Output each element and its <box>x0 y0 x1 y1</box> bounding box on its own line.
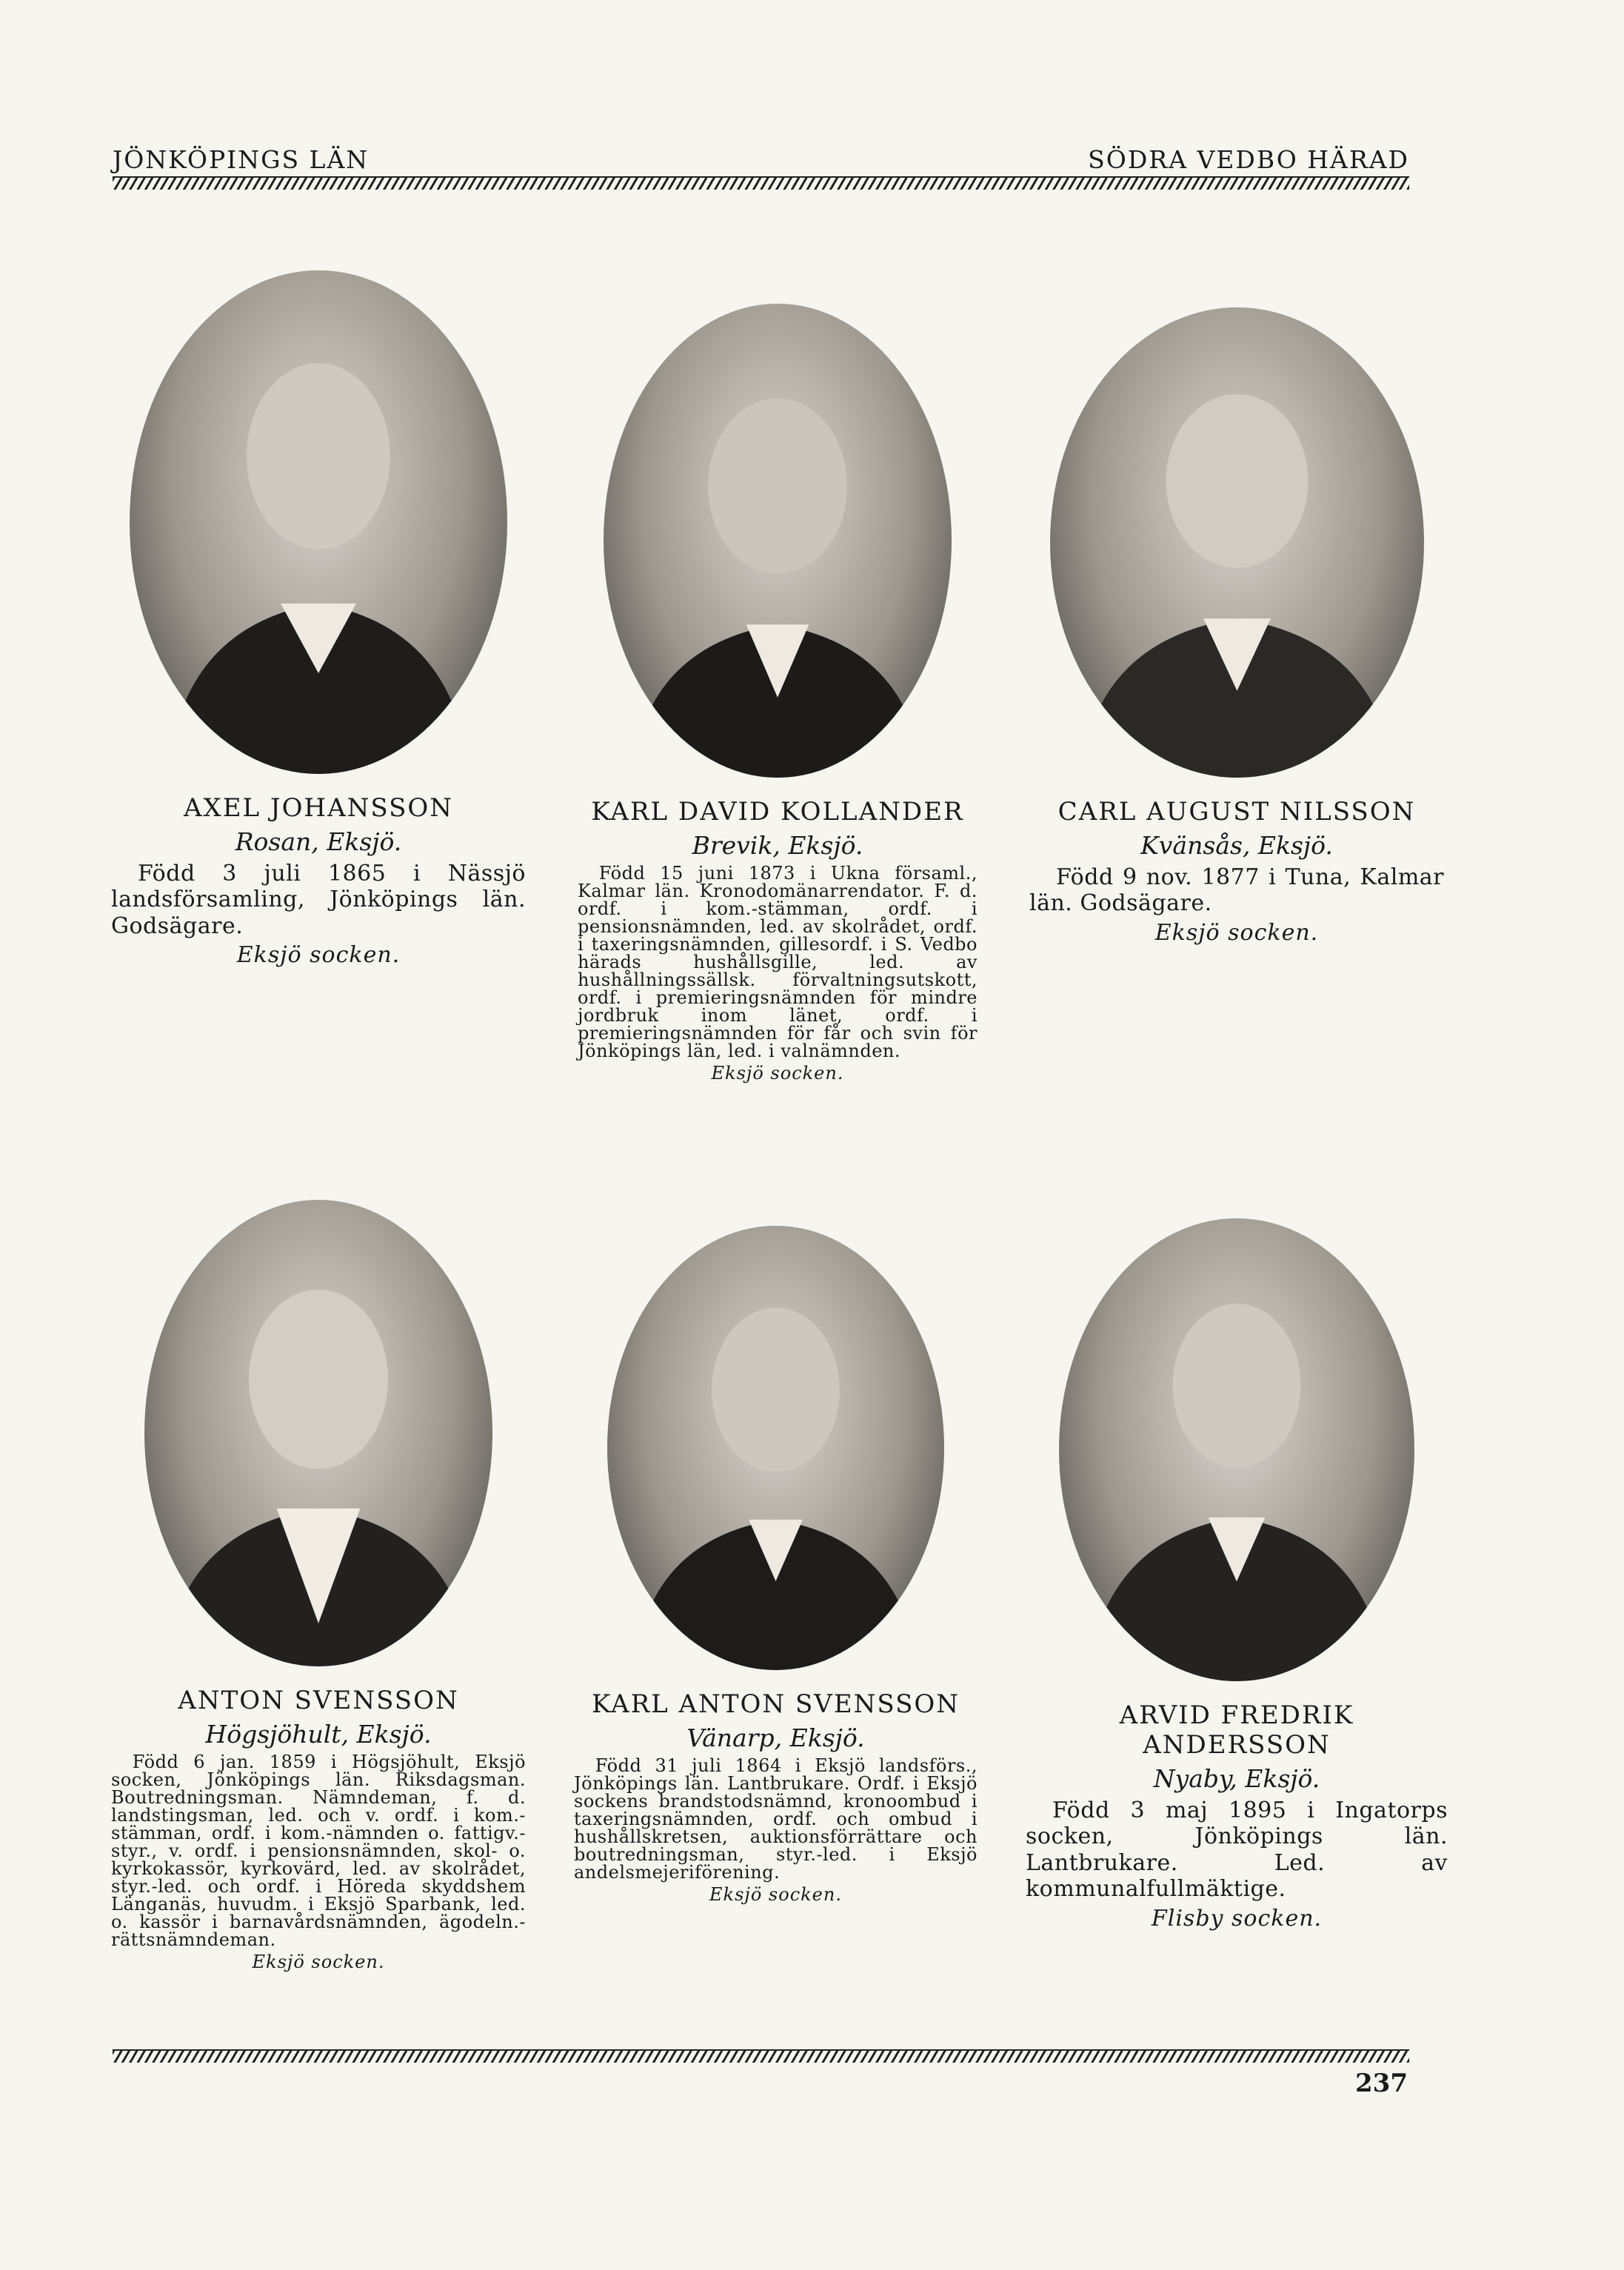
entry-arvid-fredrik-andersson <box>1026 1218 1448 1932</box>
portrait-photo <box>604 304 952 778</box>
portrait-photo <box>607 1226 944 1670</box>
person-bio: Född 31 juli 1864 i Eksjö landsförs., Jönköpings län. Lantbrukare. Ordf. i Eksjö sockens brandstodsnämnd, kronoombud i taxeringsnämnden, ordf. och ombud i hushållskretsen, auktionsförrättare och boutredningsman, styr.-led. i Eksjö andelsmejeriförening. <box>574 1755 978 1883</box>
portrait-silhouette-icon <box>130 270 507 774</box>
person-parish: Eksjö socken. <box>252 1952 385 1972</box>
header-right: SÖDRA VEDBO HÄRAD <box>1088 145 1409 174</box>
portrait-photo <box>1059 1218 1414 1681</box>
person-parish: Eksjö socken. <box>236 942 401 969</box>
portrait-photo <box>130 270 507 774</box>
person-parish: Flisby socken. <box>1151 1905 1323 1932</box>
person-parish: Eksjö socken. <box>709 1884 842 1905</box>
entry-axel-johansson <box>111 270 526 968</box>
top-ornamental-rule <box>113 176 1409 190</box>
portrait-silhouette-icon <box>144 1200 492 1666</box>
person-place: Rosan, Eksjö. <box>235 827 402 856</box>
person-parish: Eksjö socken. <box>711 1063 844 1084</box>
entry-karl-david-kollander <box>578 304 978 1084</box>
person-place: Vänarp, Eksjö. <box>686 1723 865 1752</box>
person-name: ARVID FREDRIK ANDERSSON <box>1119 1700 1354 1760</box>
header-left: JÖNKÖPINGS LÄN <box>113 145 370 174</box>
running-header <box>113 145 1409 174</box>
person-name: KARL DAVID KOLLANDER <box>591 797 964 827</box>
portrait-photo <box>144 1200 492 1666</box>
page-number: 237 <box>1355 2069 1408 2098</box>
person-bio: Född 15 juni 1873 i Ukna församl., Kalmar län. Kronodomänarrendator. F. d. ordf. i kom.-stämman, ordf. i pensionsnämnden, led. av skolrådet, ordf. i taxeringsnämnden, gillesordf. i S. Vedbo härads hushållsgille, led. av hushållningssällsk. förvaltningsutskott, ordf. i premieringsnämnden för mindre jordbruk inom länet, ordf. i premieringsnämnden för får och svin för Jönköpings län, led. i valnämnden. <box>578 863 978 1061</box>
person-bio: Född 3 maj 1895 i Ingatorps socken, Jönköpings län. Lantbrukare. Led. av kommunalfullmäktige. <box>1026 1797 1448 1903</box>
portrait-silhouette-icon <box>1050 307 1424 778</box>
person-bio: Född 9 nov. 1877 i Tuna, Kalmar län. Godsägare. <box>1029 864 1444 917</box>
portrait-silhouette-icon <box>1059 1218 1414 1681</box>
portrait-silhouette-icon <box>607 1226 944 1670</box>
person-parish: Eksjö socken. <box>1154 919 1319 946</box>
person-name: KARL ANTON SVENSSON <box>592 1689 960 1719</box>
person-name: AXEL JOHANSSON <box>183 793 454 823</box>
person-place: Brevik, Eksjö. <box>692 831 863 860</box>
portrait-silhouette-icon <box>604 304 952 778</box>
person-place: Högsjöhult, Eksjö. <box>205 1720 432 1749</box>
entry-karl-anton-svensson <box>574 1226 978 1905</box>
person-bio: Född 6 jan. 1859 i Högsjöhult, Eksjö socken, Jönköpings län. Riksdagsman. Boutredningsman. Nämndeman, f. d. landstingsman, led. och v. ordf. i kom.-stämman, ordf. i kom.-nämnden o. fattigv.-styr., v. ordf. i pensionsnämnden, skol- o. kyrkokassör, kyrkovärd, led. av skolrådet, styr.-led. och ordf. i Höreda skyddshem Länganäs, huvudm. i Eksjö Sparbank, led. o. kassör i barnavårdsnämnden, ägodeln.-rättsnämndeman. <box>111 1752 526 1950</box>
person-place: Nyaby, Eksjö. <box>1153 1764 1320 1793</box>
person-bio: Född 3 juli 1865 i Nässjö landsförsamling, Jönköpings län. Godsägare. <box>111 861 526 939</box>
entry-anton-svensson <box>111 1200 526 1972</box>
person-place: Kvänsås, Eksjö. <box>1140 831 1333 860</box>
bottom-ornamental-rule <box>113 2049 1409 2063</box>
person-name: CARL AUGUST NILSSON <box>1057 797 1416 827</box>
person-name: ANTON SVENSSON <box>178 1686 459 1715</box>
portrait-photo <box>1050 307 1424 778</box>
entry-carl-august-nilsson <box>1029 307 1444 946</box>
